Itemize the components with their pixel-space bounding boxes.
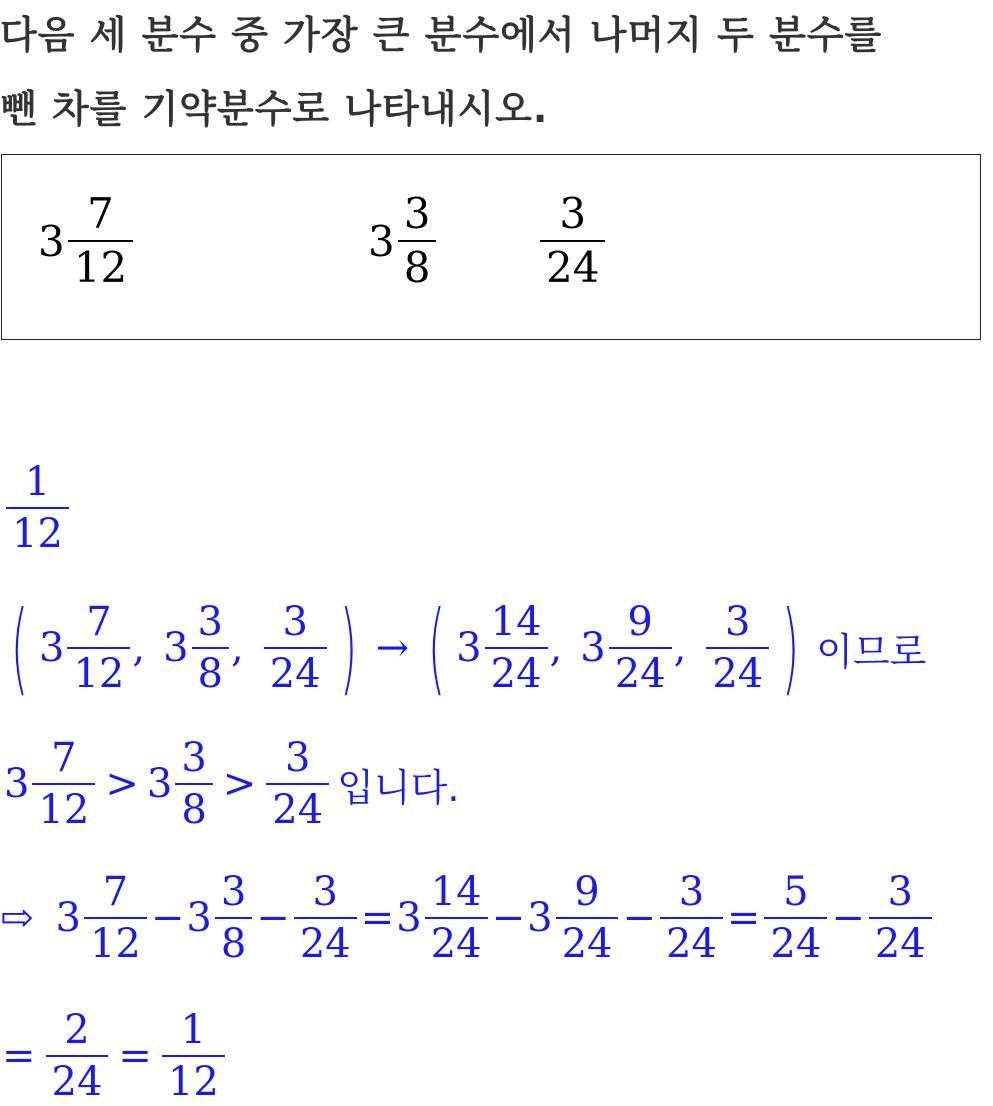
denominator: 24 [425,917,488,964]
numerator: 3 [312,869,338,915]
answer [4,459,71,557]
whole-number: 3 [146,761,173,807]
numerator: 3 [887,869,913,915]
given-fraction-3 [538,189,607,292]
numerator: 3 [559,189,587,238]
denominator: 24 [609,647,672,694]
whole-number: 3 [396,895,422,941]
fraction [67,599,130,697]
fraction [660,869,723,967]
suffix-text: 입니다. [337,765,460,810]
minus: − [831,895,865,941]
numerator: 14 [430,869,482,915]
given-fraction-1 [38,189,135,292]
numerator: 9 [627,599,653,645]
denominator: 8 [215,917,252,964]
whole-number: 3 [4,761,30,807]
fraction [46,1007,109,1105]
whole-number: 3 [186,895,212,941]
fraction [162,1007,225,1105]
fraction [425,869,488,967]
whole-number: 3 [368,216,395,266]
numerator: 1 [180,1007,207,1053]
denominator: 12 [84,917,147,964]
right-paren: ) [339,589,357,706]
fraction [398,189,437,292]
numerator: 3 [197,599,223,645]
comma: , [673,625,687,671]
fraction [264,599,327,697]
right-paren: ) [781,589,800,706]
fraction [32,735,95,833]
numerator: 2 [64,1007,90,1053]
arrow: → [375,625,410,671]
greater-than: > [105,761,139,807]
solution-step-2 [4,735,460,833]
comma: , [231,625,244,671]
greater-than: > [222,761,257,807]
denominator: 24 [264,647,327,694]
minus: − [491,895,526,941]
fraction [706,599,769,697]
equals: = [2,1033,36,1079]
solution-step-4 [2,1007,227,1105]
numerator: 9 [574,869,600,915]
numerator: 7 [102,869,129,915]
numerator: 3 [725,599,751,645]
numerator: 1 [24,459,51,505]
denominator: 12 [32,783,95,830]
denominator: 24 [706,647,769,694]
equals: = [726,895,761,941]
whole-number: 3 [55,895,81,941]
minus: − [622,895,656,941]
numerator: 14 [490,599,542,645]
numerator: 3 [285,735,311,781]
given-fractions-box [1,154,981,340]
fraction [764,869,827,967]
whole-number: 3 [580,625,606,671]
denominator: 8 [175,783,212,830]
numerator: 7 [51,735,77,781]
whole-number: 3 [39,625,65,671]
denominator: 24 [660,917,723,964]
fraction [215,869,252,967]
fraction [485,599,548,697]
denominator: 12 [68,240,133,289]
fraction [540,189,605,292]
fraction [266,735,329,833]
whole-number: 3 [163,625,189,671]
left-paren: ( [427,589,446,706]
comma: , [132,625,146,671]
question-line-1: 다음 세 분수 중 가장 큰 분수에서 나머지 두 분수를 [0,13,883,57]
numerator: 5 [783,869,809,915]
fraction [609,599,672,697]
minus: − [256,895,290,941]
solution-step-1 [0,589,927,706]
minus: − [150,895,185,941]
fraction [68,189,133,292]
whole-number: 3 [456,625,482,671]
numerator: 3 [282,599,308,645]
question-line-2: 뺀 차를 기약분수로 나타내시오. [0,87,549,131]
equals: = [118,1033,152,1079]
arrow-icon: ⇨ [0,895,34,941]
fraction [84,869,147,967]
given-fraction-2 [368,189,438,292]
denominator: 24 [540,240,605,289]
denominator: 24 [266,783,329,830]
denominator: 12 [6,507,69,554]
denominator: 24 [764,917,827,964]
fraction [556,869,619,967]
answer-fraction [6,459,69,557]
suffix-text: 이므로 [816,629,927,674]
numerator: 3 [678,869,705,915]
left-paren: ( [10,589,29,706]
numerator: 3 [220,869,247,915]
denominator: 24 [294,917,357,964]
fraction [294,869,357,967]
fraction [192,599,229,697]
numerator: 3 [181,735,207,781]
denominator: 24 [485,647,548,694]
denominator: 8 [398,240,437,289]
whole-number: 3 [38,216,65,266]
denominator: 24 [46,1055,109,1102]
denominator: 12 [162,1055,225,1102]
denominator: 8 [192,647,229,694]
equals: = [360,895,395,941]
fraction [869,869,932,967]
fraction [175,735,212,833]
numerator: 7 [86,599,112,645]
comma: , [549,625,563,671]
numerator: 3 [403,189,431,238]
whole-number: 3 [527,895,553,941]
denominator: 12 [67,647,130,694]
solution-step-3 [0,869,934,967]
numerator: 7 [87,189,114,238]
denominator: 24 [869,917,932,964]
denominator: 24 [556,917,619,964]
